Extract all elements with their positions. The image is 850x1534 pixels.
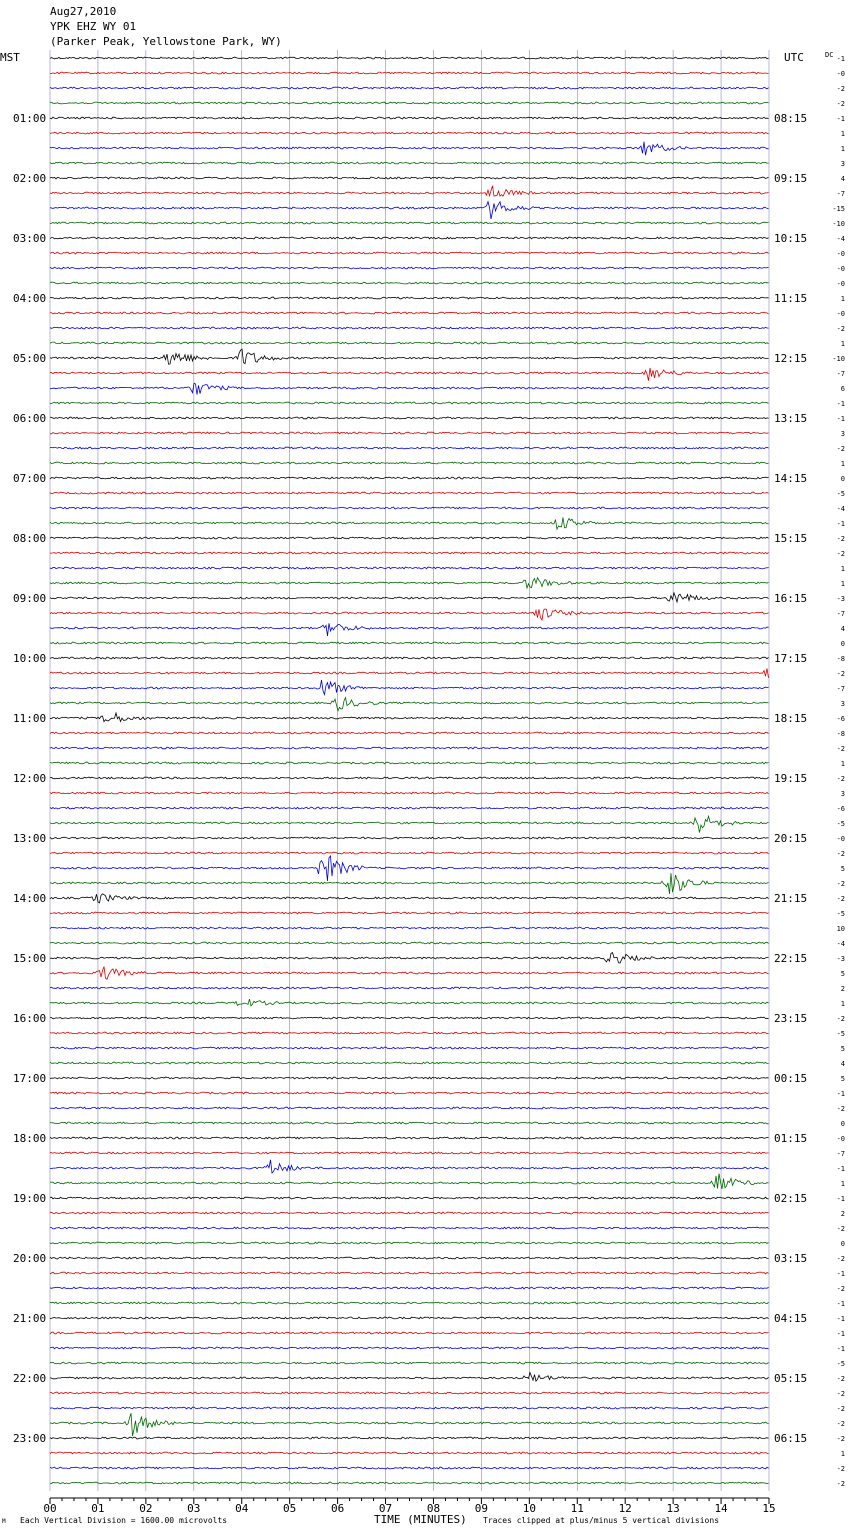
- dc-offset-value: -1: [836, 1315, 845, 1323]
- utc-hour-label: 14:15: [774, 472, 808, 485]
- mst-hour-label: 05:00: [13, 352, 47, 365]
- utc-hour-label: 23:15: [774, 1012, 808, 1025]
- dc-offset-value: -2: [836, 85, 845, 93]
- utc-hour-label: 05:15: [774, 1372, 808, 1385]
- dc-offset-value: -2: [836, 745, 845, 753]
- seismic-trace: [50, 1174, 769, 1189]
- seismic-trace: [50, 1272, 769, 1274]
- mst-hour-label: 21:00: [13, 1312, 47, 1325]
- dc-offset-value: -10: [832, 355, 845, 363]
- utc-hour-label: 03:15: [774, 1252, 808, 1265]
- seismic-trace: [50, 222, 769, 224]
- x-tick-label: 12: [618, 1502, 632, 1515]
- seismic-trace: [50, 402, 769, 404]
- dc-offset-value: -2: [836, 1255, 845, 1263]
- seismic-trace: [50, 383, 769, 394]
- dc-offset-value: 5: [840, 1075, 845, 1083]
- x-tick-label: 11: [570, 1502, 584, 1515]
- dc-offset-value: -2: [836, 670, 845, 678]
- seismic-trace: [50, 1287, 769, 1289]
- dc-offset-value: 1: [840, 145, 845, 153]
- seismic-trace: [50, 1373, 769, 1381]
- dc-offset-value: 1: [840, 1000, 845, 1008]
- dc-offset-value: 4: [840, 1060, 845, 1068]
- corner-mark: M: [2, 1518, 6, 1525]
- dc-offset-value: -15: [832, 205, 845, 213]
- x-tick-label: 05: [283, 1502, 297, 1515]
- seismic-trace: [50, 657, 769, 659]
- mst-hour-label: 07:00: [13, 472, 47, 485]
- seismic-trace: [50, 1092, 769, 1094]
- x-tick-label: 15: [762, 1502, 776, 1515]
- mst-hour-label: 22:00: [13, 1372, 47, 1385]
- mst-hour-label: 06:00: [13, 412, 47, 425]
- seismic-trace: [50, 282, 769, 284]
- mst-hour-label: 13:00: [13, 832, 47, 845]
- utc-hour-label: 22:15: [774, 952, 808, 965]
- seismic-trace: [50, 578, 769, 588]
- dc-offset-value: -6: [836, 715, 845, 723]
- utc-hour-label: 17:15: [774, 652, 808, 665]
- dc-offset-value: -5: [836, 820, 845, 828]
- dc-offset-value: -2: [836, 1435, 845, 1443]
- seismic-trace: [50, 57, 769, 59]
- seismic-trace: [50, 623, 769, 636]
- seismic-trace: [50, 477, 769, 479]
- utc-hour-label: 09:15: [774, 172, 808, 185]
- seismic-trace: [50, 732, 769, 734]
- seismic-trace: [50, 1227, 769, 1229]
- seismic-trace: [50, 837, 769, 839]
- seismic-trace: [50, 567, 769, 569]
- dc-offset-value: -2: [836, 325, 845, 333]
- seismic-trace: [50, 1467, 769, 1469]
- dc-offset-value: 1: [840, 565, 845, 573]
- dc-offset-value: -2: [836, 880, 845, 888]
- utc-hour-label: 11:15: [774, 292, 808, 305]
- header-station: YPK EHZ WY 01: [50, 20, 137, 33]
- dc-offset-value: -1: [836, 1165, 845, 1173]
- dc-offset-value: -0: [836, 265, 845, 273]
- utc-hour-label: 20:15: [774, 832, 808, 845]
- seismic-trace: [50, 1160, 769, 1173]
- seismic-trace: [50, 518, 769, 530]
- seismic-trace: [50, 237, 769, 239]
- mst-hour-label: 03:00: [13, 232, 47, 245]
- mst-hour-label: 17:00: [13, 1072, 47, 1085]
- dc-offset-value: -2: [836, 850, 845, 858]
- dc-offset-value: -1: [836, 1345, 845, 1353]
- dc-offset-value: -2: [836, 1480, 845, 1488]
- mst-hour-label: 18:00: [13, 1132, 47, 1145]
- dc-offset-value: 2: [840, 1210, 845, 1218]
- dc-offset-value: 1: [840, 340, 845, 348]
- dc-offset-value: -1: [836, 1090, 845, 1098]
- mst-axis-label: MST: [0, 51, 20, 64]
- dc-offset-value: -8: [836, 655, 845, 663]
- seismic-trace: [50, 894, 769, 903]
- seismic-trace: [50, 777, 769, 779]
- x-axis-title: TIME (MINUTES): [374, 1513, 467, 1526]
- dc-offset-value: 1: [840, 1180, 845, 1188]
- mst-hour-label: 15:00: [13, 952, 47, 965]
- utc-hour-label: 15:15: [774, 532, 808, 545]
- utc-hour-label: 01:15: [774, 1132, 808, 1145]
- seismic-trace: [50, 462, 769, 464]
- dc-offset-value: -1: [836, 1330, 845, 1338]
- dc-offset-value: -3: [836, 955, 845, 963]
- seismic-trace: [50, 713, 769, 722]
- seismic-trace: [50, 186, 769, 196]
- header-date: Aug27,2010: [50, 5, 117, 18]
- dc-offset-value: -2: [836, 1390, 845, 1398]
- seismic-trace: [50, 680, 769, 695]
- seismic-trace: [50, 162, 769, 164]
- dc-offset-value: -5: [836, 1360, 845, 1368]
- dc-offset-value: -7: [836, 685, 845, 693]
- dc-offset-value: -1: [836, 115, 845, 123]
- dc-offset-value: 1: [840, 460, 845, 468]
- dc-offset-value: -0: [836, 1135, 845, 1143]
- mst-hour-label: 04:00: [13, 292, 47, 305]
- seismic-trace: [50, 537, 769, 539]
- seismic-trace: [50, 807, 769, 809]
- utc-hour-label: 00:15: [774, 1072, 808, 1085]
- seismic-trace: [50, 102, 769, 104]
- seismic-trace: [50, 1392, 769, 1394]
- header-location: (Parker Peak, Yellowstone Park, WY): [50, 35, 282, 48]
- dc-offset-value: -0: [836, 280, 845, 288]
- seismic-trace: [50, 1452, 769, 1454]
- seismic-trace: [50, 432, 769, 434]
- mst-hour-label: 02:00: [13, 172, 47, 185]
- x-tick-label: 03: [187, 1502, 201, 1515]
- seismic-trace: [50, 349, 769, 364]
- seismic-trace: [50, 668, 769, 678]
- seismic-trace: [50, 1302, 769, 1304]
- dc-offset-value: -2: [836, 1015, 845, 1023]
- dc-offset-value: -2: [836, 100, 845, 108]
- dc-offset-value: -4: [836, 940, 845, 948]
- mst-hour-label: 01:00: [13, 112, 47, 125]
- dc-offset-value: -2: [836, 1105, 845, 1113]
- dc-offset-value: -1: [836, 1270, 845, 1278]
- dc-offset-value: -3: [836, 595, 845, 603]
- dc-offset-labels: [832, 55, 845, 1488]
- x-tick-label: 02: [139, 1502, 153, 1515]
- mst-hour-label: 09:00: [13, 592, 47, 605]
- utc-hour-label: 19:15: [774, 772, 808, 785]
- dc-offset-value: -2: [836, 1465, 845, 1473]
- utc-hour-label: 10:15: [774, 232, 808, 245]
- seismic-trace: [50, 1047, 769, 1049]
- scale-note: Each Vertical Division = 1600.00 microvolts: [20, 1516, 228, 1525]
- dc-offset-value: -2: [836, 1285, 845, 1293]
- dc-offset-value: -2: [836, 535, 845, 543]
- mst-hour-label: 08:00: [13, 532, 47, 545]
- seismic-trace: [50, 297, 769, 299]
- dc-offset-value: -7: [836, 610, 845, 618]
- dc-offset-value: 1: [840, 295, 845, 303]
- dc-offset-value: 0: [840, 1240, 845, 1248]
- dc-offset-value: 3: [840, 430, 845, 438]
- seismic-trace: [50, 1122, 769, 1124]
- dc-offset-value: -2: [836, 895, 845, 903]
- dc-offset-value: -4: [836, 505, 845, 513]
- seismic-trace: [50, 967, 769, 980]
- seismic-trace: [50, 642, 769, 644]
- dc-offset-value: -10: [832, 220, 845, 228]
- dc-offset-value: 3: [840, 790, 845, 798]
- dc-offset-value: -1: [836, 1300, 845, 1308]
- dc-offset-value: 2: [840, 985, 845, 993]
- seismic-trace: [50, 117, 769, 119]
- seismic-trace: [50, 1317, 769, 1319]
- dc-offset-value: 1: [840, 130, 845, 138]
- seismic-trace: [50, 1413, 769, 1436]
- seismic-trace: [50, 999, 769, 1006]
- seismic-trace: [50, 1437, 769, 1439]
- dc-offset-value: 3: [840, 160, 845, 168]
- time-gridlines: [50, 50, 769, 1491]
- x-tick-label: 14: [714, 1502, 728, 1515]
- dc-offset-value: -7: [836, 370, 845, 378]
- dc-offset-value: -2: [836, 1420, 845, 1428]
- seismic-trace: [50, 252, 769, 254]
- seismic-trace: [50, 1347, 769, 1349]
- x-tick-label: 01: [91, 1502, 105, 1515]
- seismic-trace: [50, 1407, 769, 1409]
- dc-offset-value: -1: [836, 1195, 845, 1203]
- dc-offset-value: -2: [836, 445, 845, 453]
- seismic-trace: [50, 342, 769, 344]
- seismic-trace: [50, 852, 769, 854]
- seismic-trace: [50, 953, 769, 964]
- dc-offset-value: 0: [840, 1120, 845, 1128]
- seismic-trace: [50, 1242, 769, 1244]
- mst-hour-label: 12:00: [13, 772, 47, 785]
- dc-column-label: DC: [825, 51, 834, 59]
- dc-offset-value: 5: [840, 865, 845, 873]
- dc-offset-value: -5: [836, 1030, 845, 1038]
- dc-offset-value: -8: [836, 730, 845, 738]
- utc-hour-label: 06:15: [774, 1432, 808, 1445]
- utc-hour-label: 04:15: [774, 1312, 808, 1325]
- seismic-trace: [50, 202, 769, 219]
- seismic-trace: [50, 1212, 769, 1214]
- x-tick-label: 09: [474, 1502, 489, 1515]
- mst-hour-label: 14:00: [13, 892, 47, 905]
- mst-hour-label: 20:00: [13, 1252, 47, 1265]
- utc-axis-label: UTC: [784, 51, 804, 64]
- mst-hour-label: 10:00: [13, 652, 47, 665]
- seismic-trace: [50, 327, 769, 329]
- seismic-trace: [50, 87, 769, 89]
- x-tick-label: 08: [426, 1502, 441, 1515]
- seismic-trace: [50, 1482, 769, 1484]
- dc-offset-value: -1: [836, 415, 845, 423]
- x-tick-label: 10: [522, 1502, 536, 1515]
- dc-offset-value: 5: [840, 1045, 845, 1053]
- seismic-trace: [50, 816, 769, 832]
- dc-offset-value: -6: [836, 805, 845, 813]
- seismic-trace: [50, 142, 769, 156]
- seismic-trace: [50, 593, 769, 602]
- chart-footer: [2, 1513, 719, 1526]
- dc-offset-value: 6: [840, 385, 845, 393]
- seismic-trace: [50, 792, 769, 794]
- seismic-trace: [50, 72, 769, 74]
- seismic-trace: [50, 942, 769, 944]
- dc-offset-value: -1: [836, 520, 845, 528]
- dc-offset-value: -2: [836, 550, 845, 558]
- utc-hour-label: 21:15: [774, 892, 808, 905]
- seismic-trace: [50, 132, 769, 134]
- utc-hour-label: 16:15: [774, 592, 808, 605]
- dc-offset-value: -2: [836, 1225, 845, 1233]
- dc-offset-value: 1: [840, 1450, 845, 1458]
- dc-offset-value: -7: [836, 190, 845, 198]
- mst-hour-label: 11:00: [13, 712, 47, 725]
- dc-offset-value: 10: [836, 925, 845, 933]
- dc-offset-value: 1: [840, 580, 845, 588]
- seismic-trace: [50, 1032, 769, 1034]
- utc-hour-label: 18:15: [774, 712, 808, 725]
- seismic-trace: [50, 609, 769, 620]
- seismic-trace: [50, 417, 769, 419]
- seismic-trace: [50, 1197, 769, 1199]
- dc-offset-value: -0: [836, 310, 845, 318]
- chart-header: [50, 5, 282, 48]
- x-tick-label: 00: [43, 1502, 57, 1515]
- seismic-trace: [50, 177, 769, 179]
- seismic-trace: [50, 1152, 769, 1154]
- seismic-trace: [50, 312, 769, 314]
- seismic-trace: [50, 507, 769, 509]
- utc-hour-label: 02:15: [774, 1192, 808, 1205]
- dc-offset-value: -2: [836, 1405, 845, 1413]
- seismic-trace: [50, 927, 769, 929]
- seismic-traces: [50, 57, 769, 1484]
- dc-offset-value: 4: [840, 175, 845, 183]
- dc-offset-value: -0: [836, 250, 845, 258]
- dc-offset-value: -0: [836, 70, 845, 78]
- utc-hour-label: 12:15: [774, 352, 808, 365]
- dc-offset-value: 4: [840, 625, 845, 633]
- seismic-trace: [50, 1107, 769, 1109]
- seismic-trace: [50, 762, 769, 764]
- utc-hour-label: 08:15: [774, 112, 808, 125]
- seismic-trace: [50, 492, 769, 494]
- dc-offset-value: -0: [836, 835, 845, 843]
- seismic-trace: [50, 856, 769, 881]
- x-tick-label: 07: [378, 1502, 393, 1515]
- x-tick-label: 13: [666, 1502, 680, 1515]
- seismic-trace: [50, 1257, 769, 1259]
- seismic-trace: [50, 698, 769, 711]
- dc-offset-value: 1: [840, 760, 845, 768]
- mst-hour-label: 23:00: [13, 1432, 47, 1445]
- seismic-trace: [50, 1362, 769, 1364]
- seismic-trace: [50, 368, 769, 381]
- dc-offset-value: -7: [836, 1150, 845, 1158]
- seismic-trace: [50, 912, 769, 914]
- seismic-trace: [50, 1332, 769, 1334]
- dc-offset-value: 0: [840, 475, 845, 483]
- dc-offset-value: 0: [840, 640, 845, 648]
- seismic-trace: [50, 552, 769, 554]
- dc-offset-value: -2: [836, 775, 845, 783]
- seismic-trace: [50, 873, 769, 894]
- mst-hour-label: 16:00: [13, 1012, 47, 1025]
- dc-offset-value: -5: [836, 910, 845, 918]
- dc-offset-value: -2: [836, 1375, 845, 1383]
- dc-offset-value: -1: [836, 55, 845, 63]
- x-tick-label: 06: [330, 1502, 345, 1515]
- seismic-trace: [50, 267, 769, 269]
- mst-hour-label: 19:00: [13, 1192, 47, 1205]
- seismic-trace: [50, 1017, 769, 1019]
- clip-note: Traces clipped at plus/minus 5 vertical divisions: [483, 1516, 720, 1525]
- dc-offset-value: 5: [840, 970, 845, 978]
- dc-offset-value: 3: [840, 700, 845, 708]
- seismic-trace: [50, 1062, 769, 1064]
- dc-offset-value: -4: [836, 235, 845, 243]
- seismic-trace: [50, 747, 769, 749]
- utc-hour-label: 13:15: [774, 412, 808, 425]
- seismic-trace: [50, 987, 769, 989]
- dc-offset-value: -5: [836, 490, 845, 498]
- seismic-trace: [50, 447, 769, 449]
- seismic-trace: [50, 1137, 769, 1139]
- seismic-trace: [50, 1077, 769, 1079]
- x-tick-label: 04: [235, 1502, 249, 1515]
- dc-offset-value: -1: [836, 400, 845, 408]
